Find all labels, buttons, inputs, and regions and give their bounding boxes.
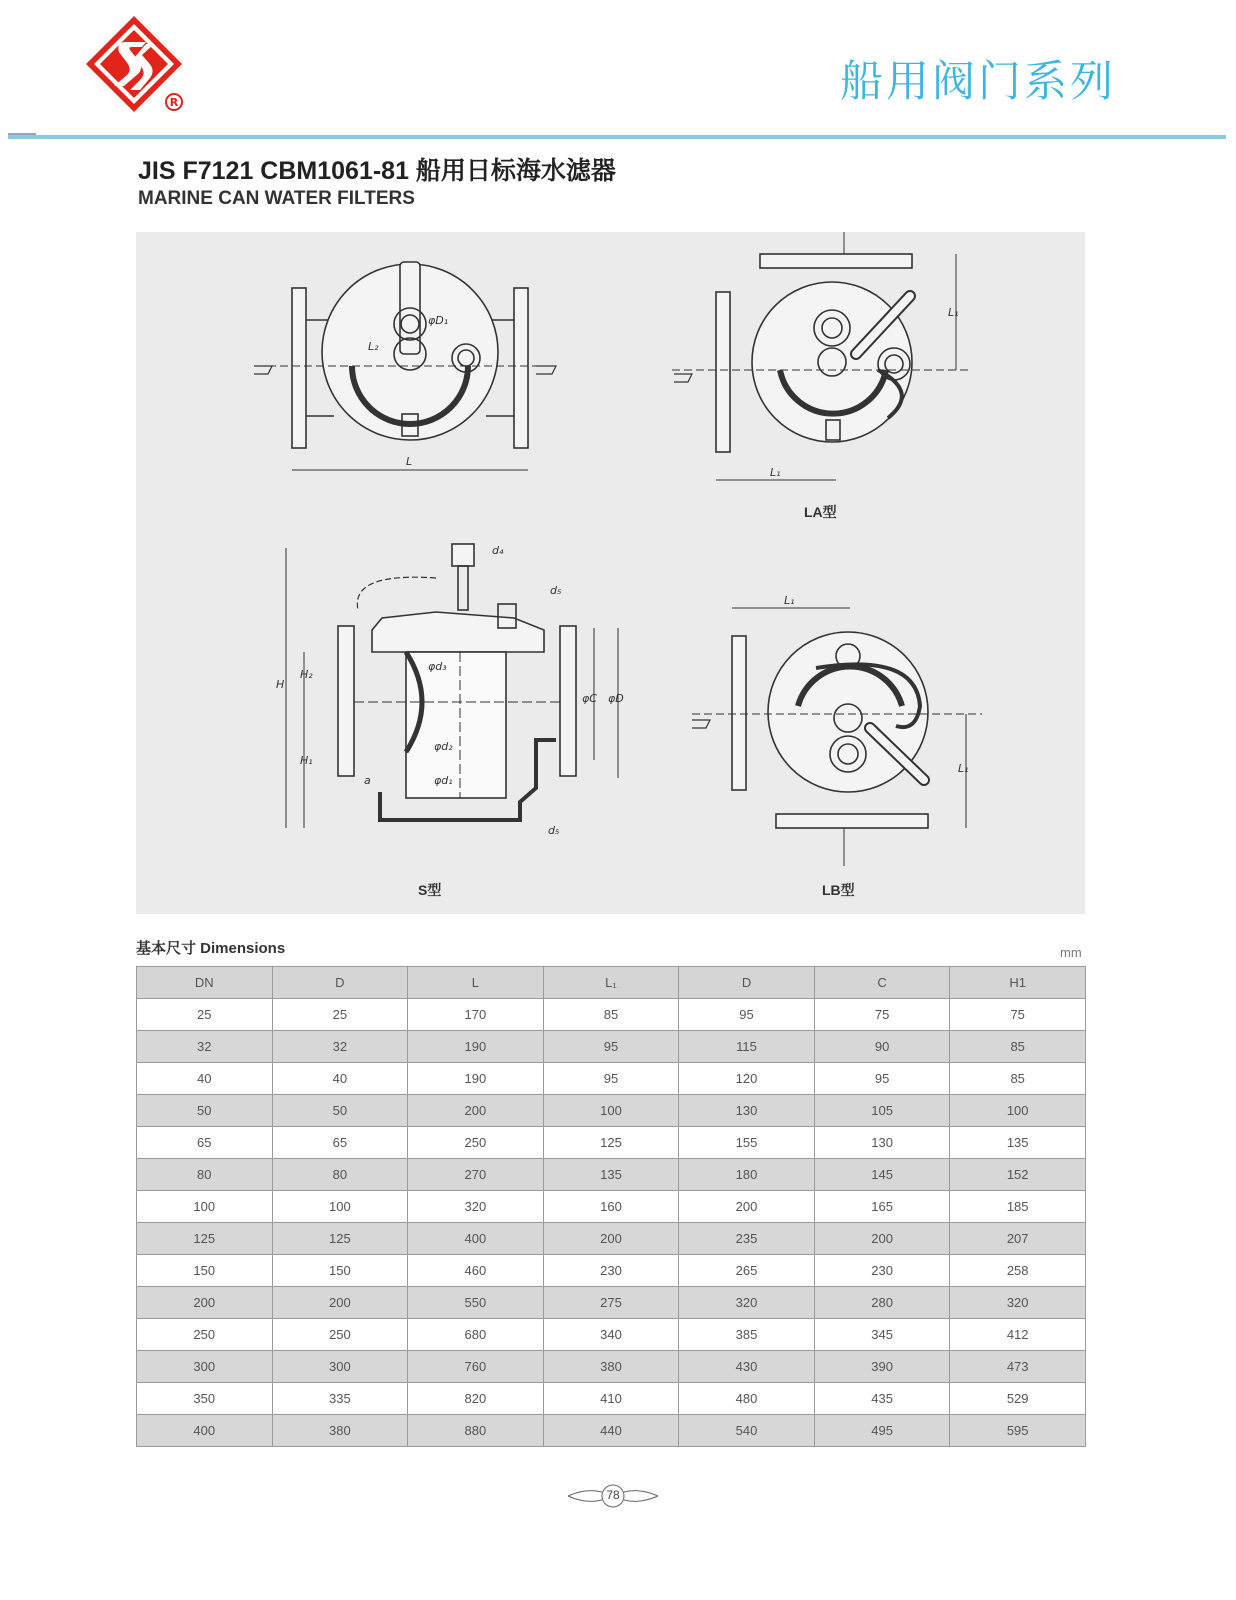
svg-text:L₁: L₁	[784, 594, 795, 607]
svg-text:L₁: L₁	[770, 466, 781, 479]
table-row	[137, 999, 1086, 1031]
column-header: L	[408, 967, 544, 999]
svg-text:L₂: L₂	[368, 340, 379, 353]
s-type-section-view	[276, 544, 624, 837]
table-cell: 380	[543, 1351, 679, 1383]
product-title-cn: JIS F7121 CBM1061-81 船用日标海水滤器	[138, 157, 616, 185]
table-cell: 345	[814, 1319, 950, 1351]
table-cell: 40	[137, 1063, 273, 1095]
table-cell: 65	[272, 1127, 408, 1159]
table-cell: 100	[272, 1191, 408, 1223]
table-cell: 250	[272, 1319, 408, 1351]
table-cell: 100	[137, 1191, 273, 1223]
lb-type-view	[692, 594, 982, 866]
table-cell: 125	[543, 1127, 679, 1159]
svg-text:L₁: L₁	[948, 306, 959, 319]
svg-text:d₅: d₅	[550, 584, 562, 597]
table-cell: 25	[272, 999, 408, 1031]
table-cell: 80	[137, 1159, 273, 1191]
table-cell: 100	[950, 1095, 1086, 1127]
table-cell: 150	[137, 1255, 273, 1287]
column-header: DN	[137, 967, 273, 999]
header-rule	[8, 135, 1226, 139]
table-row	[137, 1063, 1086, 1095]
table-cell: 25	[137, 999, 273, 1031]
table-cell: 95	[679, 999, 815, 1031]
s-type-plan-view	[254, 262, 556, 470]
table-cell: 270	[408, 1159, 544, 1191]
table-cell: 320	[950, 1287, 1086, 1319]
table-cell: 200	[679, 1191, 815, 1223]
table-cell: 820	[408, 1383, 544, 1415]
table-cell: 320	[408, 1191, 544, 1223]
table-row	[137, 1095, 1086, 1127]
product-title-en: MARINE CAN WATER FILTERS	[138, 188, 415, 209]
table-cell: 200	[814, 1223, 950, 1255]
column-header: D	[679, 967, 815, 999]
table-cell: 230	[814, 1255, 950, 1287]
table-cell: 300	[137, 1351, 273, 1383]
table-body	[137, 999, 1086, 1447]
dimensions-unit: mm	[1060, 945, 1082, 960]
table-cell: 50	[137, 1095, 273, 1127]
table-cell: 430	[679, 1351, 815, 1383]
svg-text:H₂: H₂	[300, 668, 313, 681]
table-cell: 150	[272, 1255, 408, 1287]
table-cell: 880	[408, 1415, 544, 1447]
table-cell: 125	[272, 1223, 408, 1255]
table-cell: 412	[950, 1319, 1086, 1351]
la-type-label: LA型	[804, 504, 837, 520]
table-cell: 410	[543, 1383, 679, 1415]
table-cell: 155	[679, 1127, 815, 1159]
table-cell: 65	[137, 1127, 273, 1159]
table-row	[137, 1319, 1086, 1351]
dimensions-heading: 基本尺寸 Dimensions	[136, 940, 286, 957]
table-cell: 235	[679, 1223, 815, 1255]
s-type-label: S型	[418, 882, 442, 898]
table-cell: 95	[543, 1063, 679, 1095]
table-cell: 80	[272, 1159, 408, 1191]
table-cell: 200	[408, 1095, 544, 1127]
table-row	[137, 1191, 1086, 1223]
table-cell: 207	[950, 1223, 1086, 1255]
series-title: 船用阀门系列	[840, 57, 1116, 107]
table-cell: 95	[543, 1031, 679, 1063]
table-cell: 200	[272, 1287, 408, 1319]
column-header: H1	[950, 967, 1086, 999]
table-cell: 280	[814, 1287, 950, 1319]
table-cell: 230	[543, 1255, 679, 1287]
table-row	[137, 1255, 1086, 1287]
svg-text:L₁: L₁	[958, 762, 969, 775]
table-cell: 200	[543, 1223, 679, 1255]
table-cell: 320	[679, 1287, 815, 1319]
table-cell: 258	[950, 1255, 1086, 1287]
table-cell: 185	[950, 1191, 1086, 1223]
table-cell: 440	[543, 1415, 679, 1447]
page-number-badge	[566, 1484, 660, 1508]
svg-text:φd₂: φd₂	[434, 740, 453, 753]
table-cell: 460	[408, 1255, 544, 1287]
table-cell: 540	[679, 1415, 815, 1447]
table-cell: 250	[137, 1319, 273, 1351]
svg-text:φd₃: φd₃	[428, 660, 447, 673]
table-cell: 480	[679, 1383, 815, 1415]
company-logo	[84, 14, 188, 114]
table-cell: 473	[950, 1351, 1086, 1383]
table-row	[137, 1127, 1086, 1159]
svg-text:d₅: d₅	[548, 824, 560, 837]
svg-text:φd₁: φd₁	[434, 774, 453, 787]
table-cell: 90	[814, 1031, 950, 1063]
table-row	[137, 1383, 1086, 1415]
table-cell: 529	[950, 1383, 1086, 1415]
table-cell: 85	[950, 1063, 1086, 1095]
table-cell: 165	[814, 1191, 950, 1223]
table-cell: 265	[679, 1255, 815, 1287]
table-cell: 190	[408, 1031, 544, 1063]
svg-text:L: L	[406, 455, 413, 468]
table-cell: 85	[950, 1031, 1086, 1063]
svg-text:a: a	[364, 774, 371, 787]
table-cell: 75	[950, 999, 1086, 1031]
svg-text:φD₁: φD₁	[428, 314, 449, 327]
table-row	[137, 1223, 1086, 1255]
dimensions-table	[136, 966, 1086, 1447]
table-row	[137, 1287, 1086, 1319]
table-cell: 275	[543, 1287, 679, 1319]
table-cell: 390	[814, 1351, 950, 1383]
table-cell: 335	[272, 1383, 408, 1415]
table-cell: 85	[543, 999, 679, 1031]
table-cell: 680	[408, 1319, 544, 1351]
la-type-view	[672, 232, 972, 480]
table-cell: 95	[814, 1063, 950, 1095]
table-cell: 125	[137, 1223, 273, 1255]
table-cell: 385	[679, 1319, 815, 1351]
column-header: D	[272, 967, 408, 999]
table-cell: 145	[814, 1159, 950, 1191]
svg-text:H₁: H₁	[300, 754, 313, 767]
column-header: L₁	[543, 967, 679, 999]
table-cell: 32	[137, 1031, 273, 1063]
table-cell: 105	[814, 1095, 950, 1127]
table-cell: 300	[272, 1351, 408, 1383]
table-cell: 180	[679, 1159, 815, 1191]
table-cell: 760	[408, 1351, 544, 1383]
table-cell: 32	[272, 1031, 408, 1063]
table-cell: 495	[814, 1415, 950, 1447]
svg-text:R: R	[169, 96, 179, 109]
svg-text:φC: φC	[582, 692, 597, 705]
table-row	[137, 1415, 1086, 1447]
table-cell: 340	[543, 1319, 679, 1351]
table-cell: 75	[814, 999, 950, 1031]
table-row	[137, 1031, 1086, 1063]
table-cell: 160	[543, 1191, 679, 1223]
svg-text:φD: φD	[608, 692, 624, 705]
table-cell: 130	[814, 1127, 950, 1159]
table-cell: 170	[408, 999, 544, 1031]
table-cell: 400	[137, 1415, 273, 1447]
table-row	[137, 1351, 1086, 1383]
table-cell: 130	[679, 1095, 815, 1127]
table-cell: 550	[408, 1287, 544, 1319]
svg-text:H: H	[276, 678, 285, 691]
page-number: 78	[606, 1488, 620, 1502]
table-cell: 595	[950, 1415, 1086, 1447]
table-header-row	[137, 967, 1086, 999]
table-cell: 152	[950, 1159, 1086, 1191]
table-cell: 435	[814, 1383, 950, 1415]
table-cell: 120	[679, 1063, 815, 1095]
table-cell: 135	[950, 1127, 1086, 1159]
technical-drawing-panel	[136, 232, 1085, 914]
table-cell: 40	[272, 1063, 408, 1095]
table-cell: 190	[408, 1063, 544, 1095]
table-cell: 50	[272, 1095, 408, 1127]
svg-text:d₄: d₄	[492, 544, 504, 557]
table-cell: 400	[408, 1223, 544, 1255]
table-cell: 380	[272, 1415, 408, 1447]
table-cell: 200	[137, 1287, 273, 1319]
lb-type-label: LB型	[822, 882, 855, 898]
column-header: C	[814, 967, 950, 999]
table-row	[137, 1159, 1086, 1191]
table-cell: 115	[679, 1031, 815, 1063]
table-cell: 135	[543, 1159, 679, 1191]
table-cell: 350	[137, 1383, 273, 1415]
table-cell: 250	[408, 1127, 544, 1159]
table-cell: 100	[543, 1095, 679, 1127]
